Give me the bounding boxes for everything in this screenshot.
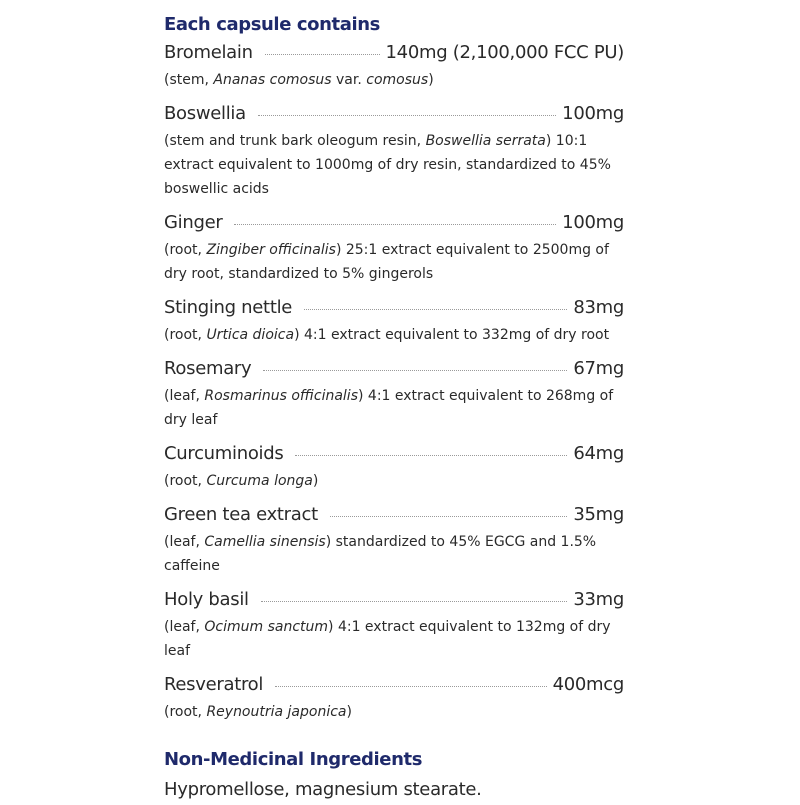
ingredient-name: Stinging nettle (164, 297, 293, 318)
latin-name: comosus (366, 72, 429, 88)
latin-name: Zingiber officinalis (206, 242, 336, 258)
ingredient-description (164, 129, 624, 201)
ingredient-item (164, 208, 624, 286)
non-medicinal-heading: Non-Medicinal Ingredients (164, 749, 423, 770)
ingredient-name: Rosemary (164, 358, 252, 379)
latin-name: Urtica dioica (206, 327, 295, 343)
description-text: ) 4:1 extract equivalent to 332mg of dry root (294, 327, 610, 343)
description-text: ) standardized to 45% EGCG and 1.5% caffeine (164, 534, 597, 574)
ingredient-amount: 400mcg (552, 674, 624, 695)
leader-dots (258, 115, 556, 116)
ingredient-item (164, 354, 624, 432)
description-text: (root, (164, 242, 207, 258)
ingredient-amount: 83mg (573, 297, 624, 318)
description-text: ) 25:1 extract equivalent to 2500mg of dry root, standardized to 5% gingerols (164, 242, 609, 282)
ingredient-item (164, 500, 624, 578)
description-text: (root, (164, 473, 207, 489)
ingredient-item (164, 670, 624, 724)
leader-dots (265, 54, 380, 55)
ingredient-item (164, 439, 624, 493)
ingredient-row (164, 99, 624, 129)
ingredient-name: Boswellia (164, 103, 246, 124)
leader-dots (261, 601, 568, 602)
ingredient-row (164, 439, 624, 469)
ingredient-item (164, 293, 624, 347)
ingredient-description (164, 68, 624, 92)
ingredient-description (164, 700, 624, 724)
ingredient-description (164, 469, 624, 493)
ingredient-row (164, 585, 624, 615)
ingredients-panel (164, 12, 624, 805)
leader-dots (234, 224, 556, 225)
ingredient-amount: 140mg (2,100,000 FCC PU) (385, 42, 624, 63)
latin-name: Reynoutria japonica (206, 704, 347, 720)
ingredient-amount: 33mg (573, 589, 624, 610)
ingredient-item (164, 99, 624, 201)
ingredient-description (164, 615, 624, 663)
latin-name: Curcuma longa (206, 473, 313, 489)
ingredient-item (164, 38, 624, 92)
latin-name: Ananas comosus (213, 72, 332, 88)
ingredient-name: Resveratrol (164, 674, 264, 695)
description-text: ) (428, 72, 434, 88)
description-text: var. (331, 72, 367, 88)
description-text: (leaf, (164, 619, 205, 635)
ingredient-description (164, 238, 624, 286)
ingredient-amount: 67mg (573, 358, 624, 379)
description-text: (root, (164, 327, 207, 343)
ingredient-description (164, 384, 624, 432)
ingredient-name: Holy basil (164, 589, 249, 610)
description-text: ) 10:1 extract equivalent to 1000mg of dry resin, standardized to 45% boswellic acids (164, 133, 611, 197)
leader-dots (263, 370, 567, 371)
latin-name: Camellia sinensis (204, 534, 326, 550)
ingredient-name: Bromelain (164, 42, 253, 63)
ingredient-item (164, 585, 624, 663)
leader-dots (330, 516, 567, 517)
description-text: ) 4:1 extract equivalent to 268mg of dry leaf (164, 388, 614, 428)
ingredient-amount: 35mg (573, 504, 624, 525)
ingredient-row (164, 208, 624, 238)
non-medicinal-section (164, 747, 624, 805)
leader-dots (275, 686, 546, 687)
description-text: ) (312, 473, 319, 489)
latin-name: Boswellia serrata (425, 133, 546, 149)
description-text: (stem and trunk bark oleogum resin, (164, 133, 426, 149)
ingredient-name: Curcuminoids (164, 443, 284, 464)
ingredient-list (164, 38, 624, 724)
leader-dots (304, 309, 567, 310)
latin-name: Ocimum sanctum (204, 619, 329, 635)
ingredient-row (164, 670, 624, 700)
ingredient-amount: 100mg (562, 212, 624, 233)
ingredient-row (164, 293, 624, 323)
latin-name: Rosmarinus officinalis (204, 388, 358, 404)
ingredient-amount: 64mg (573, 443, 624, 464)
ingredient-description (164, 530, 624, 578)
ingredient-amount: 100mg (562, 103, 624, 124)
description-text: (stem, (164, 72, 214, 88)
ingredient-row (164, 38, 624, 68)
ingredient-name: Green tea extract (164, 504, 318, 525)
non-medicinal-text: Hypromellose, magnesium stearate. (164, 779, 482, 800)
description-text: ) 4:1 extract equivalent to 132mg of dry leaf (164, 619, 611, 659)
capsule-heading: Each capsule contains (164, 14, 380, 35)
ingredient-description (164, 323, 624, 347)
description-text: (root, (164, 704, 207, 720)
description-text: ) (346, 704, 352, 720)
description-text: (leaf, (164, 388, 205, 404)
ingredient-row (164, 500, 624, 530)
ingredient-name: Ginger (164, 212, 223, 233)
ingredient-row (164, 354, 624, 384)
leader-dots (295, 455, 567, 456)
description-text: (leaf, (164, 534, 205, 550)
